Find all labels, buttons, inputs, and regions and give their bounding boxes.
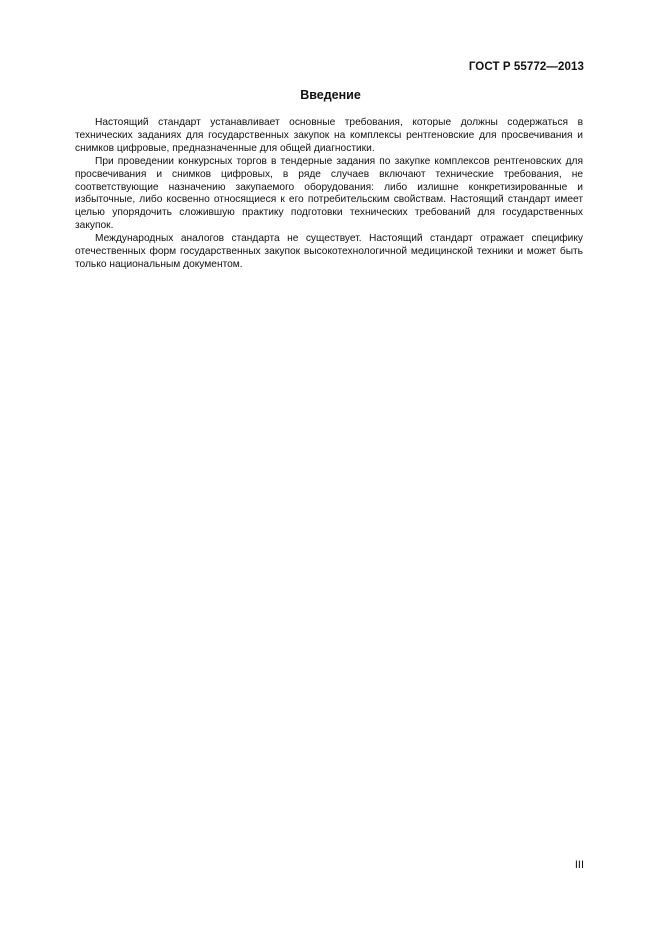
page-title: Введение bbox=[300, 88, 361, 102]
paragraph-3: Международных аналогов стандарта не существует. Настоящий стандарт отражает специфику отечественных форм государственных закупок высокотехнологичной медицинской техники и может быть только национальным документом. bbox=[75, 233, 583, 270]
paragraph-2: При проведении конкурсных торгов в тендерные задания по закупке комплексов рентгеновских для просвечивания и снимков цифровых, в ряде случаев включают технические требования, не соответствующие назначению закупаемого оборудования: либо излишне конкретизированные и избыточные, либо косвенно относящиеся к его потребительским свойствам. Настоящий стандарт имеет целью упорядочить сложившую практику подготовки технических требований для государственных закупок. bbox=[75, 155, 583, 232]
paragraph-1: Настоящий стандарт устанавливает основные требования, которые должны содержаться в технических заданиях для государственных закупок на комплексы рентгеновские для просвечивания и снимков цифровые, предназначенные для общей диагностики. bbox=[75, 117, 583, 154]
body-text bbox=[75, 117, 583, 272]
page-number: III bbox=[574, 859, 584, 871]
standard-code: ГОСТ Р 55772—2013 bbox=[468, 61, 584, 73]
